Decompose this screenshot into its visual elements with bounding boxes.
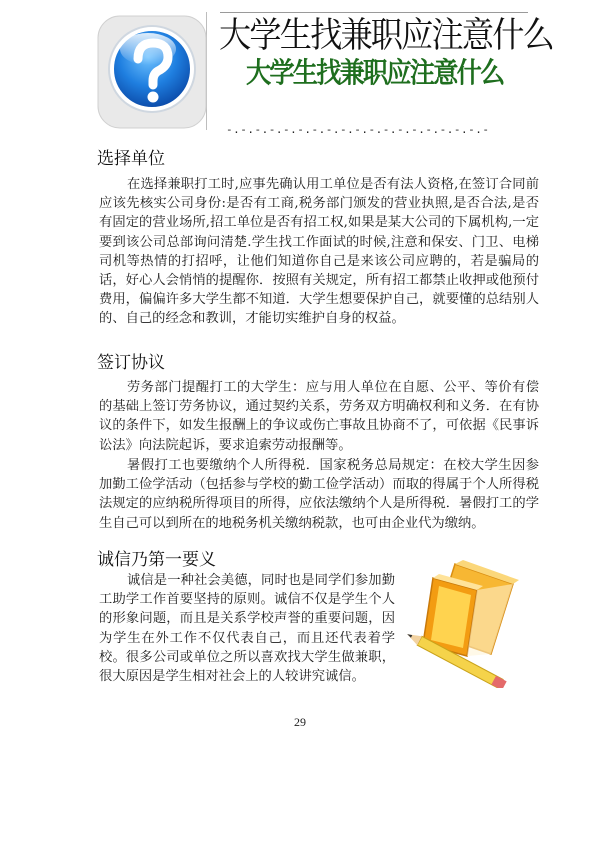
section-paragraph: 诚信是一种社会美德，同时也是同学们参加勤工助学工作首要坚持的原则。诚信不仅是学生个人的形象问题，而且是关系学校声誉的重要问题，因为学生在外工作不仅代表自己，而且还代表着学校。很多公司或单位之所以喜欢找大学生做兼职，很大原因是学生相对社会上的人较讲究诚信。 — [99, 573, 395, 685]
header-top-rule — [220, 12, 528, 13]
decorative-dash-line: -.-.-.-.-.-.-.-.-.-.-.-.-.-.-.-.-.-.- — [226, 124, 490, 136]
page-number: 29 — [294, 715, 306, 729]
section-paragraph: 暑假打工也要缴纳个人所得税．国家税务总局规定：在校大学生因参加勤工俭学活动（包括参与学校的勤工俭学活动）而取的得属于个人所得税法规定的应纳税所得项目的所得，应依法缴纳个人是所得税．暑假打工的学生自己可以到所在的地税务机关缴纳税款，也可由企业代为缴纳。 — [99, 458, 539, 531]
section-paragraph: 劳务部门提醒打工的大学生：应与用人单位在自愿、公平、等价有偿的基础上签订劳务协议，通过契约关系，劳务双方明确权利和义务．在有协议的条件下，如发生报酬上的争议或伤亡事故且协商不了，可依据《民事诉讼法》向法院起诉，要求追索劳动报酬等。 — [99, 380, 539, 453]
section-heading-integrity: 诚信乃第一要义 — [97, 550, 216, 570]
section-paragraph: 在选择兼职打工时,应事先确认用工单位是否有法人资格,在签订合同前应该先核实公司身份:是否有工商,税务部门颁发的营业执照,是否合法,是否有固定的营业场所,招工单位是否有招工权,如果是某大公司的下属机构,一定要到该公司总部询问清楚.学生找工作面试的时候,注意和保安、门卫、电梯司机等热情的打招呼，让他们知道你自己是来该公司应聘的，若是骗局的话，好心人会悄悄的提醒你．按照有关规定，所有招工都禁止收押或他预付费用，偏偏许多大学生都不知道．大学生想要保护自己，就要懂的总结别人的、自己的经念和教训，才能切实维护自身的权益。 — [99, 177, 539, 327]
section-heading-select-employer: 选择单位 — [97, 149, 165, 169]
document-subtitle: 大学生找兼职应注意什么 — [246, 56, 504, 89]
question-mark-icon — [96, 13, 208, 131]
section-heading-sign-agreement: 签订协议 — [97, 353, 165, 373]
books-and-pencil-icon — [405, 556, 527, 688]
document-title: 大学生找兼职应注意什么 — [219, 16, 553, 56]
